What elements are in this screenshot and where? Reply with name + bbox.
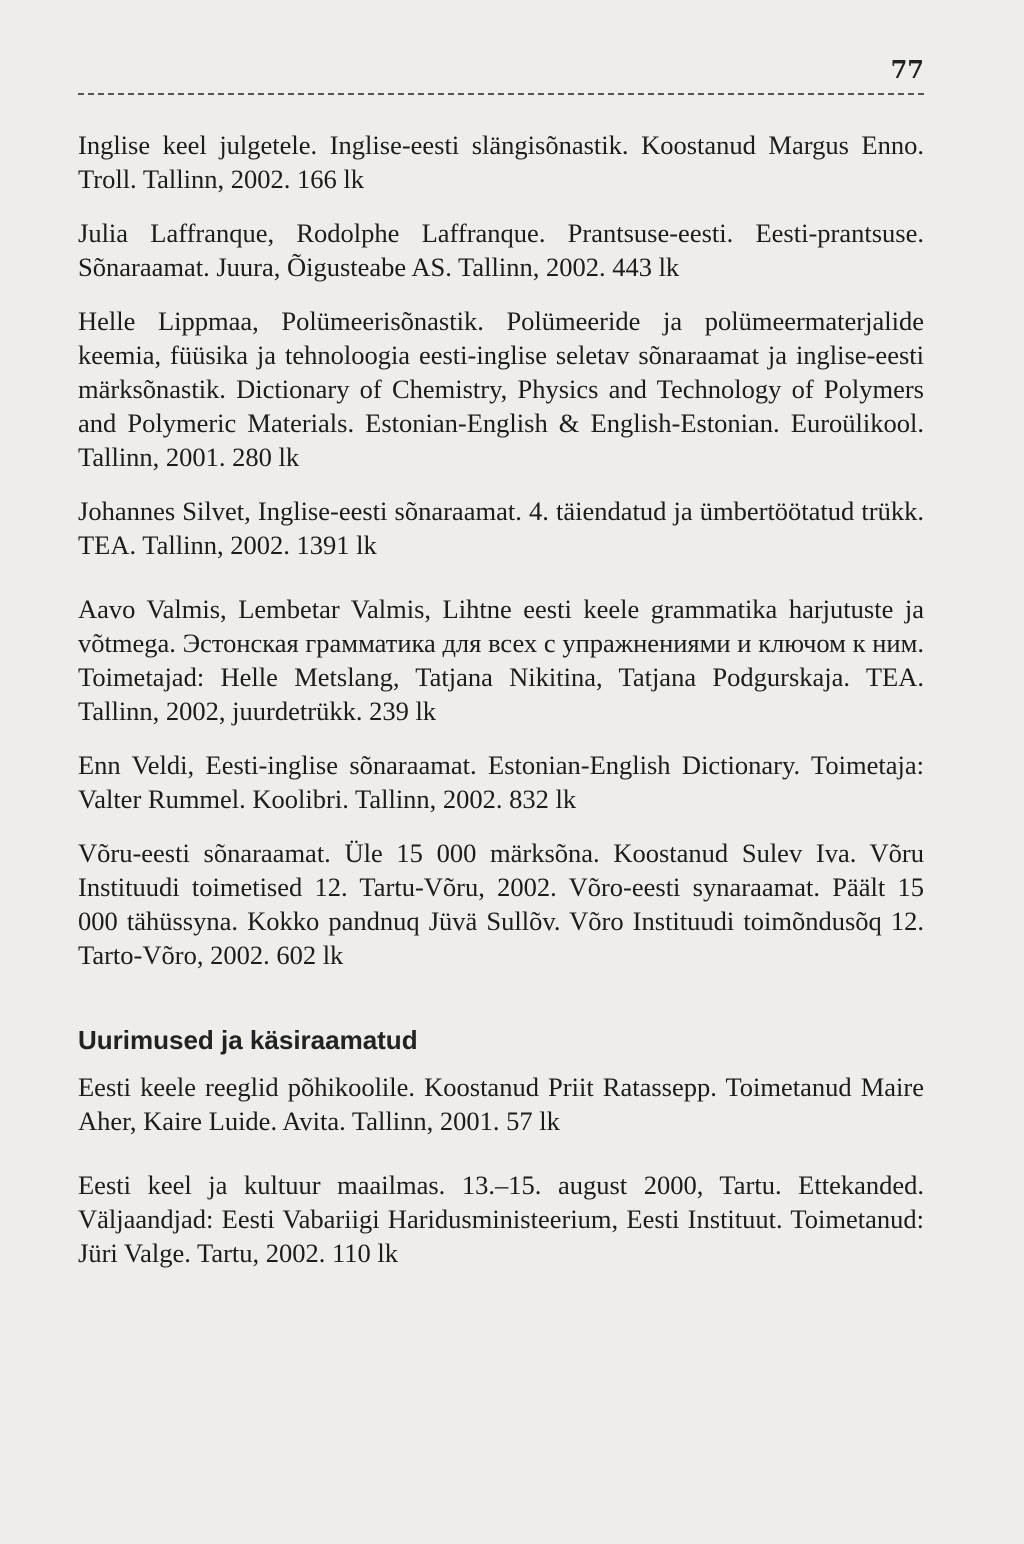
header-rule	[78, 93, 924, 95]
bibliography-entry: Johannes Silvet, Inglise-eesti sõnaraamat. 4. täiendatud ja ümbertöötatud trükk. TEA. Tallinn, 2002. 1391 lk	[78, 496, 924, 560]
bibliography-list	[78, 128, 924, 1290]
bibliography-entry: Enn Veldi, Eesti-inglise sõnaraamat. Estonian-English Dictionary. Toimetaja: Valter Rummel. Koolibri. Tallinn, 2002. 832 lk	[78, 750, 924, 814]
bibliography-entry: Eesti keele reeglid põhikoolile. Koostanud Priit Ratassepp. Toimetanud Maire Aher, Kaire Luide. Avita. Tallinn, 2001. 57 lk	[78, 1072, 924, 1136]
bibliography-entry: Eesti keel ja kultuur maailmas. 13.–15. august 2000, Tartu. Ettekanded. Väljaandjad: Eesti Vabariigi Haridusministeerium, Eesti Instituut. Toimetanud: Jüri Valge. Tartu, 2002. 110 lk	[78, 1170, 924, 1268]
bibliography-entry: Julia Laffranque, Rodolphe Laffranque. Prantsuse-eesti. Eesti-prantsuse. Sõnaraamat. Juura, Õigusteabe AS. Tallinn, 2002. 443 lk	[78, 218, 924, 282]
bibliography-entry: Helle Lippmaa, Polümeerisõnastik. Polümeeride ja polümeermaterjalide keemia, füüsika ja tehnoloogia eesti-inglise seletav sõnaraamat ja inglise-eesti märksõnastik. Dictionary of Chemistry, Physics and Technology of Polymers and Polymeric Materials. Estonian-English & English-Estonian. Euroülikool. Tallinn, 2001. 280 lk	[78, 306, 924, 472]
section-heading: Uurimused ja käsiraamatud	[78, 1025, 418, 1055]
bibliography-entry: Inglise keel julgetele. Inglise-eesti slängisõnastik. Koostanud Margus Enno. Troll. Tallinn, 2002. 166 lk	[78, 130, 924, 194]
bibliography-entry: Aavo Valmis, Lembetar Valmis, Lihtne eesti keele grammatika harjutuste ja võtmega. Эстонская грамматика для всех с упражнениями и ключом к ним. Toimetajad: Helle Metslang, Tatjana Nikitina, Tatjana Podgurskaja. TEA. Tallinn, 2002, juurdetrükk. 239 lk	[78, 594, 924, 726]
bibliography-entry: Võru-eesti sõnaraamat. Üle 15 000 märksõna. Koostanud Sulev Iva. Võru Instituudi toimetised 12. Tartu-Võru, 2002. Võro-eesti synaraamat. Päält 15 000 tähüssyna. Kokko pandnuq Jüvä Sullõv. Võro Instituudi toimõndusõq 12. Tarto-Võro, 2002. 602 lk	[78, 838, 924, 970]
page-number: 77	[890, 55, 924, 84]
